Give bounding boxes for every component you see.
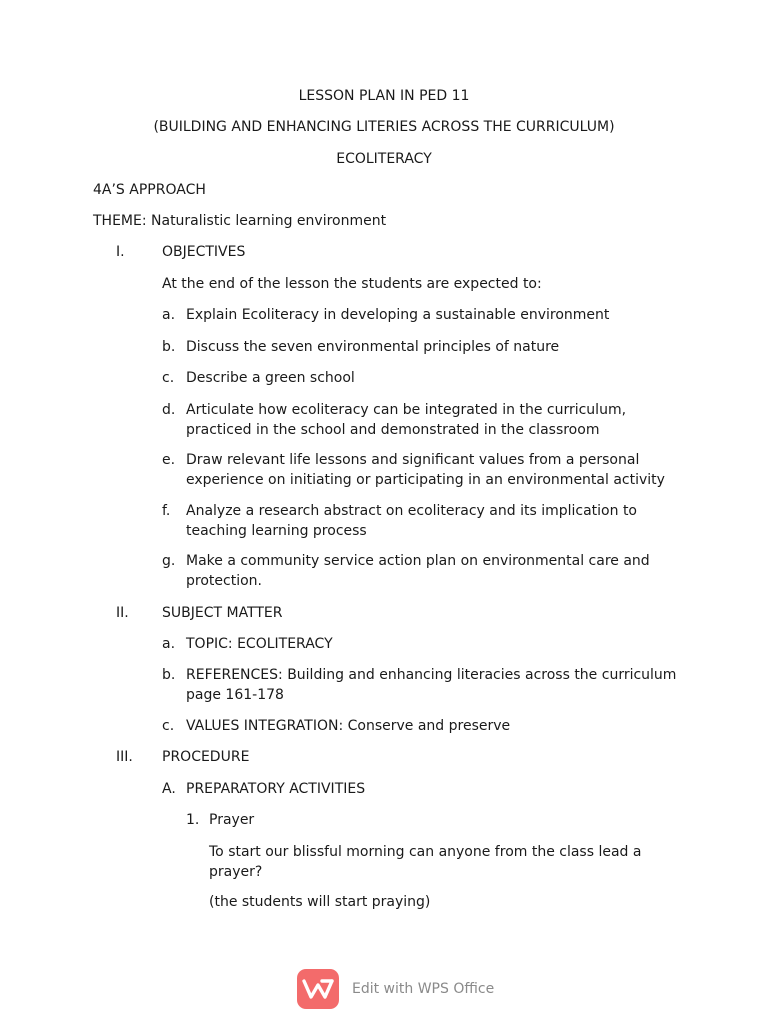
section-number-objectives: I.: [116, 244, 125, 260]
procedure-step-marker: 1.: [186, 812, 200, 828]
procedure-sub-marker: A.: [162, 781, 176, 797]
theme-line: THEME: Naturalistic learning environment: [93, 213, 387, 229]
wps-footer[interactable]: [297, 969, 494, 1009]
subject-matter-marker: b.: [162, 667, 176, 683]
wps-logo-glyph: [302, 978, 334, 1000]
objective-item: Articulate how ecoliteracy can be integrated in the curriculum, practiced in the school and demonstrated in the classroom: [186, 402, 627, 438]
subject-matter-marker: a.: [162, 636, 176, 652]
section-title-procedure: PROCEDURE: [162, 749, 250, 765]
objective-marker: g.: [162, 553, 176, 569]
objectives-intro: At the end of the lesson the students are expected to:: [162, 276, 542, 292]
subject-matter-item: TOPIC: ECOLITERACY: [186, 636, 333, 652]
objective-item: Describe a green school: [186, 370, 355, 386]
objective-marker: b.: [162, 339, 176, 355]
subject-matter-item: VALUES INTEGRATION: Conserve and preserve: [186, 718, 511, 734]
objective-item: Draw relevant life lessons and significant values from a personal experience on initiating or participating in an environmental activity: [186, 452, 665, 488]
subject-matter-marker: c.: [162, 718, 175, 734]
section-number-procedure: III.: [116, 749, 133, 765]
procedure-step-text: To start our blissful morning can anyone from the class lead a prayer?: [209, 844, 642, 880]
document-subtitle: (BUILDING AND ENHANCING LITERIES ACROSS THE CURRICULUM): [153, 119, 615, 135]
objective-marker: d.: [162, 402, 176, 418]
objective-marker: a.: [162, 307, 176, 323]
objective-item: Discuss the seven environmental principles of nature: [186, 339, 560, 355]
objective-marker: c.: [162, 370, 175, 386]
wps-office-logo-icon: [297, 969, 339, 1009]
section-title-subject-matter: SUBJECT MATTER: [162, 605, 283, 621]
procedure-step-title: Prayer: [209, 812, 255, 828]
objective-marker: e.: [162, 452, 176, 468]
objective-item: Make a community service action plan on environmental care and protection.: [186, 553, 650, 589]
objective-marker: f.: [162, 503, 171, 519]
approach-line: 4A’S APPROACH: [93, 182, 206, 198]
document-title: LESSON PLAN IN PED 11: [298, 88, 470, 104]
topic-heading: ECOLITERACY: [336, 151, 432, 167]
subject-matter-item: REFERENCES: Building and enhancing literacies across the curriculum page 161-178: [186, 667, 677, 703]
section-title-objectives: OBJECTIVES: [162, 244, 246, 260]
objective-item: Explain Ecoliteracy in developing a sustainable environment: [186, 307, 610, 323]
procedure-sub-title: PREPARATORY ACTIVITIES: [186, 781, 366, 797]
edit-with-wps-label: Edit with WPS Office: [352, 981, 495, 997]
objective-item: Analyze a research abstract on ecoliteracy and its implication to teaching learning process: [186, 503, 638, 539]
section-number-subject-matter: II.: [116, 605, 129, 621]
procedure-step-note: (the students will start praying): [209, 894, 431, 910]
